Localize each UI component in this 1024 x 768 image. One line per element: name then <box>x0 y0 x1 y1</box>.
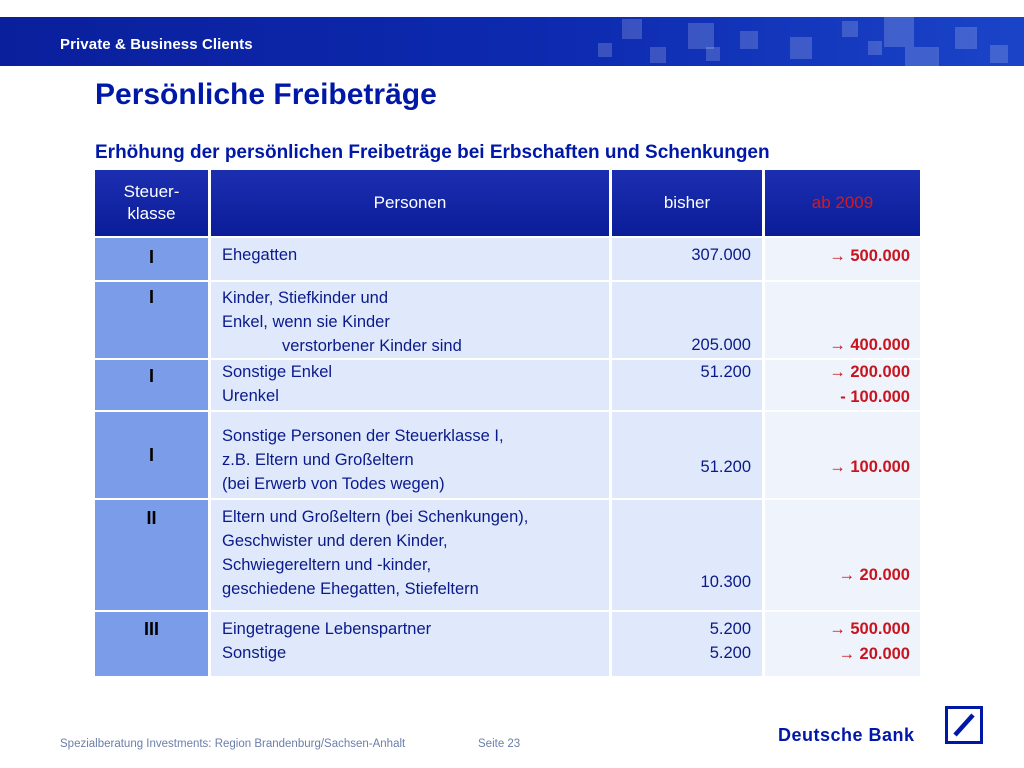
bisher-cell <box>612 500 762 610</box>
bisher-value: 51.200 <box>700 458 751 476</box>
ab2009-cell <box>765 360 920 410</box>
class-cell: I <box>95 282 208 358</box>
bisher-value: 51.200 <box>700 363 751 381</box>
personen-cell <box>211 500 609 610</box>
ab2009-value: → 500.000 <box>829 620 910 638</box>
class-cell: I <box>95 238 208 280</box>
header-label: Private & Business Clients <box>60 36 253 53</box>
personen-line: Kinder, Stiefkinder und <box>222 289 389 307</box>
bisher-value: 5.200 <box>709 620 751 638</box>
ab2009-cell <box>765 612 920 676</box>
personen-cell <box>211 282 609 358</box>
footer-text: Spezialberatung Investments: Region Brandenburg/Sachsen-Anhalt <box>60 738 406 750</box>
class-cell: III <box>95 612 208 676</box>
personen-line: geschiedene Ehegatten, Stiefeltern <box>222 580 479 598</box>
personen-line: Ehegatten <box>222 246 298 264</box>
bisher-cell <box>612 282 762 358</box>
page-title: Persönliche Freibeträge <box>95 78 437 111</box>
freibetraege-table <box>95 170 920 678</box>
header-steuerklasse-line2: klasse <box>127 204 176 223</box>
header-personen: Personen <box>211 170 609 236</box>
class-cell: I <box>95 360 208 410</box>
personen-line: (bei Erwerb von Todes wegen) <box>222 475 445 493</box>
ab2009-value: - 100.000 <box>840 388 910 406</box>
header-steuerklasse-line1: Steuer- <box>123 182 180 201</box>
bisher-value: 307.000 <box>691 246 751 264</box>
personen-line: Sonstige <box>222 644 287 662</box>
personen-line: Geschwister und deren Kinder, <box>222 532 448 550</box>
ab2009-value: → 200.000 <box>829 363 910 381</box>
bisher-cell <box>612 238 762 280</box>
bisher-value: 10.300 <box>700 573 751 591</box>
ab2009-value: → 20.000 <box>838 566 910 584</box>
personen-line: Urenkel <box>222 387 279 405</box>
bisher-cell <box>612 612 762 676</box>
bisher-cell <box>612 412 762 498</box>
header-steuerklasse <box>95 170 208 236</box>
personen-line: Eltern und Großeltern (bei Schenkungen), <box>222 508 529 526</box>
personen-line: z.B. Eltern und Großeltern <box>222 451 414 469</box>
personen-cell <box>211 412 609 498</box>
personen-line: Schwiegereltern und -kinder, <box>222 556 432 574</box>
ab2009-cell <box>765 282 920 358</box>
personen-line: verstorbener Kinder sind <box>282 337 462 355</box>
subtitle: Erhöhung der persönlichen Freibeträge bei Erbschaften und Schenkungen <box>95 142 770 163</box>
brand-name: Deutsche Bank <box>778 725 915 745</box>
personen-line: Eingetragene Lebenspartner <box>222 620 432 638</box>
bisher-value: 5.200 <box>709 644 751 662</box>
ab2009-value: → 20.000 <box>838 645 910 663</box>
header-bisher: bisher <box>612 170 762 236</box>
class-cell: I <box>95 412 208 498</box>
personen-cell <box>211 360 609 410</box>
ab2009-value: → 400.000 <box>829 336 910 354</box>
ab2009-cell <box>765 412 920 498</box>
deutsche-bank-logo-icon <box>945 706 983 744</box>
personen-cell <box>211 238 609 280</box>
ab2009-cell <box>765 238 920 280</box>
ab2009-value: → 100.000 <box>829 458 910 476</box>
footer-page-number: Seite 23 <box>478 738 521 750</box>
personen-line: Enkel, wenn sie Kinder <box>222 313 390 331</box>
header-ab-2009: ab 2009 <box>765 170 920 236</box>
bisher-value: 205.000 <box>691 336 751 354</box>
personen-line: Sonstige Personen der Steuerklasse I, <box>222 427 504 445</box>
ab2009-value: → 500.000 <box>829 247 910 265</box>
personen-line: Sonstige Enkel <box>222 363 333 381</box>
class-cell: II <box>95 500 208 610</box>
bisher-cell <box>612 360 762 410</box>
personen-cell <box>211 612 609 676</box>
ab2009-cell <box>765 500 920 610</box>
